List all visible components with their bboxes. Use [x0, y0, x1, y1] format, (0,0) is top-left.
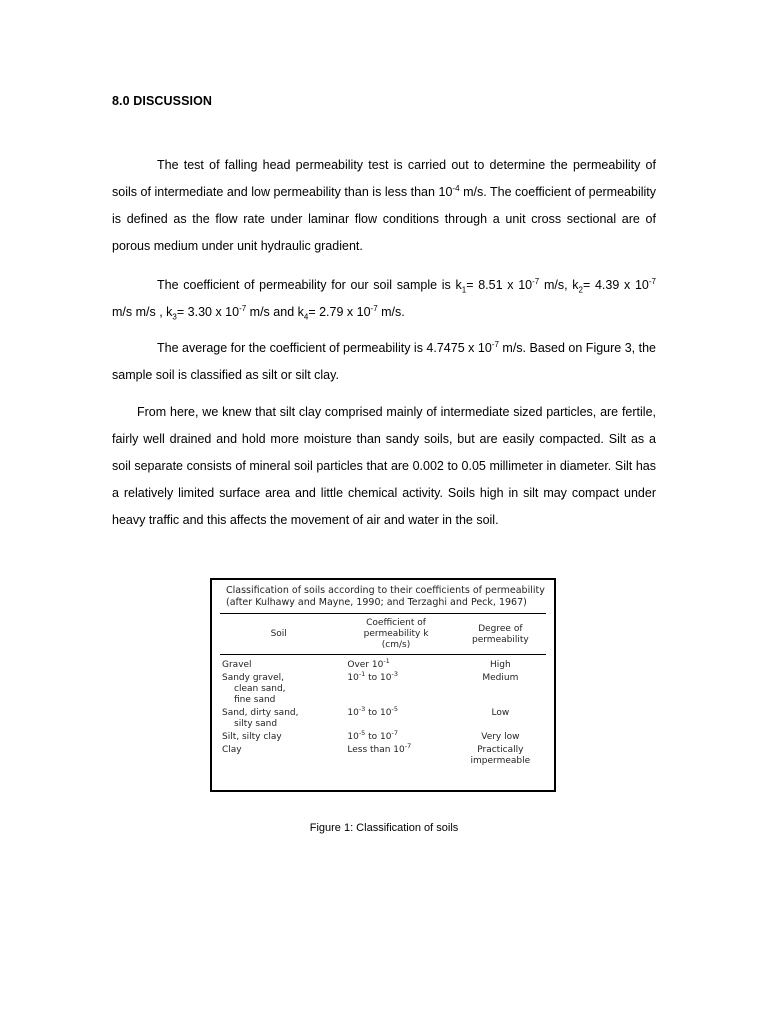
exponent: -7 [239, 303, 247, 313]
exponent: -7 [370, 303, 378, 313]
coef-text: 10 [347, 732, 359, 742]
exponent: -3 [358, 705, 366, 713]
soil-name: Sandy gravel, [222, 673, 284, 683]
figure-caption: Figure 1: Classification of soils [309, 822, 459, 834]
table-header-row [220, 614, 546, 655]
header-label: permeability [472, 634, 529, 645]
exponent: -4 [452, 183, 460, 193]
subscript: 1 [461, 285, 467, 295]
exponent: -1 [383, 657, 390, 665]
soil-name: Silt, silty clay [222, 732, 282, 742]
text: The average for the coefficient of permeability is 4.7475 x 10 [157, 341, 492, 355]
header-label: Degree of [478, 623, 523, 634]
paragraph-intro-text: The test of falling head permeability test is carried out to determine the permeability of soils of intermediate and low permeability than is less than 10 [112, 158, 656, 199]
cell-coefficient [337, 655, 454, 672]
table-row [220, 655, 546, 672]
coef-text: to 10 [365, 708, 392, 718]
text: m/s m/s , k [112, 305, 173, 319]
cell-soil [220, 743, 337, 767]
text: = 4.39 x 10 [582, 278, 649, 292]
exponent: -7 [491, 339, 499, 349]
paragraph-silt-clay: From here, we knew that silt clay comprised mainly of intermediate sized particles, are fertile, fairly well drained and hold more moisture than sandy soils, but are easily compacted. Silt as a soil separate consists of mineral soil particles that are 0.002 to 0.05 millimeter in diameter. Silt has a relatively limited surface area and little chemical activity. Soils high in silt may compact under heavy traffic and this affects the movement of air and water in the soil. [112, 405, 656, 527]
cell-coefficient [337, 671, 454, 706]
table-row [220, 706, 546, 730]
exponent: -7 [391, 729, 398, 737]
coef-text: Over 10 [347, 660, 384, 670]
header-degree [455, 614, 546, 655]
figure-title-line: (after Kulhawy and Mayne, 1990; and Terzaghi and Peck, 1967) [226, 597, 527, 608]
exponent: -1 [358, 670, 366, 678]
exponent: -7 [404, 742, 412, 750]
subscript: 4 [303, 312, 309, 322]
text: m/s and k [246, 305, 304, 319]
text: m/s. Based on Figure 3, the sample soil is classified as silt or silt clay. [112, 341, 657, 382]
soil-name: Sand, dirty sand, [222, 708, 299, 718]
exponent: -5 [391, 705, 398, 713]
paragraph-coefficients [112, 272, 656, 326]
cell-degree [455, 743, 546, 767]
coef-text: Less than 10 [347, 745, 405, 755]
text: m/s. [377, 305, 405, 319]
exponent: -5 [358, 729, 366, 737]
text: = 8.51 x 10 [466, 278, 533, 292]
cell-coefficient [337, 706, 454, 730]
subscript: 3 [172, 312, 177, 322]
header-label: permeability k [363, 629, 429, 639]
classification-figure [210, 578, 556, 792]
coef-text: 10 [347, 708, 359, 718]
cell-coefficient [337, 743, 454, 767]
cell-soil [220, 730, 337, 743]
figure-title-line: Classification of soils according to their coefficients of permeability [226, 585, 545, 596]
paragraph-average [112, 335, 656, 389]
paragraph-intro-text-cont: m/s. The coefficient of permeability is defined as the flow rate under laminar flow conditions through a unit cross sectional are of porous medium under unit hydraulic gradient. [112, 185, 657, 253]
coef-text: to 10 [365, 732, 392, 742]
header-label: Soil [270, 629, 287, 639]
cell-soil [220, 655, 337, 672]
header-label: (cm/s) [381, 640, 411, 650]
degree-text: impermeable [470, 756, 531, 766]
cell-soil [220, 706, 337, 730]
table-row [220, 671, 546, 706]
cell-coefficient [337, 730, 454, 743]
soil-name-cont: silty sand [234, 719, 278, 729]
table-row [220, 730, 546, 743]
cell-soil [220, 671, 337, 706]
section-heading: 8.0 DISCUSSION [112, 94, 213, 108]
table-row [220, 743, 546, 767]
cell-degree: Low [491, 708, 510, 718]
paragraph-intro [112, 152, 656, 260]
header-label: Coefficient of [366, 618, 426, 628]
text: = 2.79 x 10 [308, 305, 371, 319]
coef-text: 10 [347, 673, 359, 683]
exponent: -7 [532, 276, 540, 286]
cell-degree: Medium [482, 673, 519, 683]
cell-degree: Very low [481, 732, 520, 742]
exponent: -3 [391, 670, 398, 678]
soil-name: Gravel [222, 660, 252, 670]
exponent: -7 [648, 276, 656, 286]
figure-title [226, 585, 546, 609]
subscript: 2 [578, 285, 583, 295]
coef-text: to 10 [365, 673, 392, 683]
text: m/s, k [539, 278, 579, 292]
text: The coefficient of permeability for our soil sample is k [157, 278, 462, 292]
classification-table [220, 613, 546, 767]
cell-degree: High [490, 660, 511, 670]
soil-name: Clay [222, 745, 242, 755]
soil-name-cont: fine sand [234, 695, 276, 705]
text: = 3.30 x 10 [176, 305, 240, 319]
degree-text: Practically [477, 745, 524, 755]
soil-name-cont: clean sand, [234, 684, 286, 694]
header-soil [220, 614, 337, 655]
header-coefficient [337, 614, 454, 655]
